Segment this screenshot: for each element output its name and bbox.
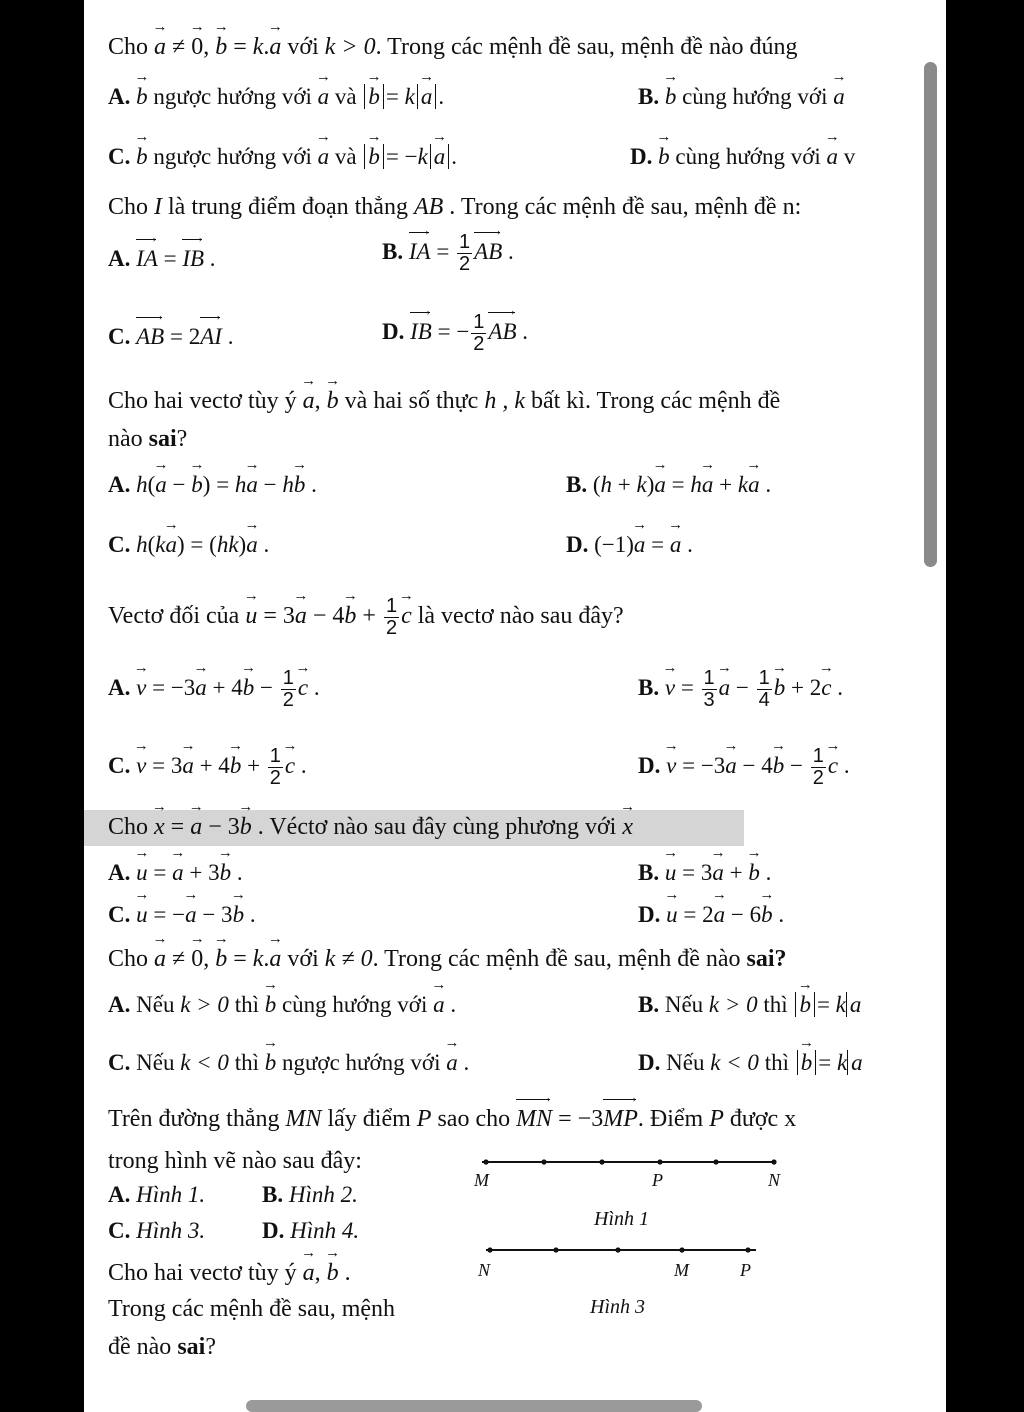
q6-option-d[interactable]: D. Nếu k < 0 thì → b = k a: [638, 1050, 863, 1076]
q6-option-a[interactable]: A. Nếu k > 0 thì → b cùng hướng với → a .: [108, 992, 456, 1018]
figure-3-label-p: P: [740, 1260, 751, 1280]
q4-stem: Vectơ đối của → u = 3→ a − 4→ b + $\frac{1}{2}$ → c là vectơ nào sau đây?: [108, 596, 624, 639]
q1-option-a[interactable]: A. → b ngược hướng với → a và → b = k→ a .: [108, 84, 444, 110]
q4-option-b[interactable]: B. → v = $\frac{1}{3}$ → a − $\frac{1}{4}$ → b + 2→ c .: [638, 668, 843, 711]
q3-option-c[interactable]: C. h(k→ a) = (hk)→ a .: [108, 532, 269, 558]
q2-option-b[interactable]: B. → IA = $\frac{1}{2}$ → AB .: [382, 232, 514, 275]
q6-option-c[interactable]: C. Nếu k < 0 thì → b ngược hướng với → a .: [108, 1050, 469, 1076]
q8-stem-line2: Trong các mệnh đề sau, mệnh: [108, 1296, 396, 1322]
figure-3: [478, 1240, 768, 1285]
q2-stem: Cho I là trung điểm đoạn thẳng AB . Trong các mệnh đề sau, mệnh đề n:: [108, 194, 802, 220]
q7-stem: Trên đường thẳng MN lấy điểm P sao cho → MN = −3→ MP. Điểm P được x: [108, 1106, 796, 1133]
figure-1-label-n: N: [768, 1170, 781, 1190]
q5-stem: Cho → x = → a − 3→ b . Véctơ nào sau đây cùng phương với → x: [108, 814, 633, 841]
figure-3-label-n: N: [478, 1260, 491, 1280]
q1-option-c[interactable]: C. → b ngược hướng với → a và → b = −k→ a .: [108, 144, 457, 170]
q3-stem-line2: nào sai?: [108, 426, 188, 452]
q6-stem: Cho → a ≠ → 0, → b = k.→ a với k ≠ 0. Trong các mệnh đề sau, mệnh đề nào sai?: [108, 946, 787, 973]
q3-option-a[interactable]: A. h(→ a − → b) = h→ a − h→ b .: [108, 472, 317, 498]
q8-stem: Cho hai vectơ tùy ý → a, → b .: [108, 1260, 351, 1287]
q7-option-c[interactable]: C. Hình 3.: [108, 1218, 206, 1243]
figure-1-line: [474, 1150, 784, 1190]
figure-3-caption: Hình 3: [590, 1296, 645, 1318]
q5-option-d[interactable]: D. → u = 2→ a − 6→ b .: [638, 902, 784, 928]
vertical-scrollbar[interactable]: [924, 62, 937, 567]
q7-option-a[interactable]: A. Hình 1.: [108, 1182, 206, 1207]
q8-stem-line3: đề nào sai?: [108, 1334, 216, 1360]
figure-3-line: [478, 1240, 768, 1280]
q7-option-d[interactable]: D. Hình 4.: [262, 1218, 360, 1243]
q4-option-a[interactable]: A. → v = −3→ a + 4→ b − $\frac{1}{2}$ → c .: [108, 668, 320, 711]
figure-1: [474, 1150, 784, 1195]
figure-1-caption: Hình 1: [594, 1208, 649, 1230]
q2-option-c[interactable]: C. → AB = 2→ AI .: [108, 324, 233, 350]
q1-option-b[interactable]: B. → b cùng hướng với → a: [638, 84, 845, 110]
q1-option-d[interactable]: D. → b cùng hướng với → a v: [630, 144, 855, 170]
q5-option-a[interactable]: A. → u = → a + 3→ b .: [108, 860, 243, 886]
q7-stem-line2: trong hình vẽ nào sau đây:: [108, 1148, 362, 1174]
q1-stem: Cho → a ≠ → 0, → b = k.→ a với k > 0. Trong các mệnh đề sau, mệnh đề nào đúng: [108, 34, 798, 61]
q3-option-d[interactable]: D. (−1)→ a = → a .: [566, 532, 693, 558]
figure-1-label-m: M: [474, 1170, 489, 1190]
q2-option-a[interactable]: A. → IA = → IB .: [108, 246, 216, 272]
figure-3-label-m: M: [674, 1260, 689, 1280]
q3-option-b[interactable]: B. (h + k)→ a = h→ a + k→ a .: [566, 472, 771, 498]
q6-option-b[interactable]: B. Nếu k > 0 thì → b = k a: [638, 992, 861, 1018]
horizontal-scrollbar[interactable]: [246, 1400, 702, 1412]
q7-option-b[interactable]: B. Hình 2.: [262, 1182, 358, 1207]
document-page: [84, 0, 946, 1412]
q3-stem: Cho hai vectơ tùy ý → a, → b và hai số thực h , k bất kì. Trong các mệnh đề: [108, 388, 780, 415]
q2-option-d[interactable]: D. → IB = − $\frac{1}{2}$ → AB .: [382, 312, 528, 355]
q4-option-c[interactable]: C. → v = 3→ a + 4→ b + $\frac{1}{2}$ → c .: [108, 746, 307, 789]
q4-option-d[interactable]: D. → v = −3→ a − 4→ b − $\frac{1}{2}$ → c .: [638, 746, 850, 789]
figure-1-label-p: P: [652, 1170, 663, 1190]
q5-option-b[interactable]: B. → u = 3→ a + → b .: [638, 860, 771, 886]
q5-option-c[interactable]: C. → u = −→ a − 3→ b .: [108, 902, 256, 928]
